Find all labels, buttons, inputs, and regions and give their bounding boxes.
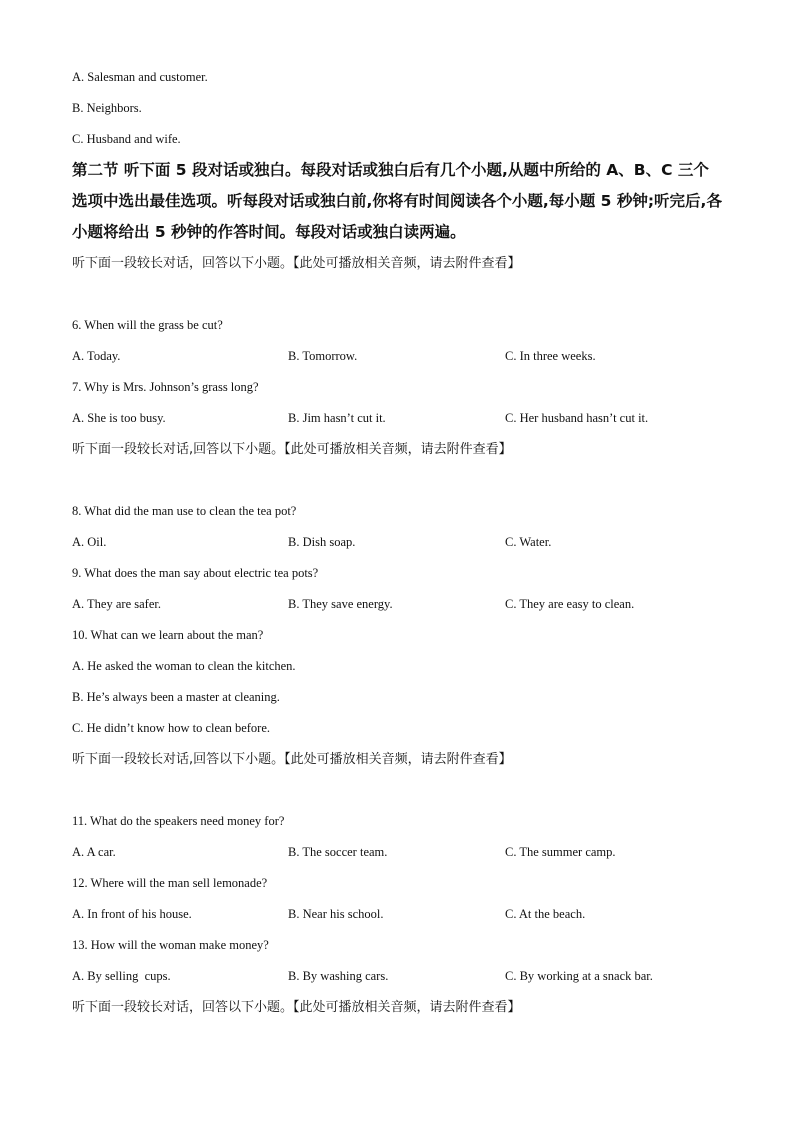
option-c: C. Water. (505, 535, 552, 549)
option-a: A. She is too busy. (72, 411, 166, 425)
option-c: C. The summer camp. (505, 845, 616, 859)
exam-page (72, 62, 732, 1023)
option-a: A. A car. (72, 845, 116, 859)
listening-instruction: 听下面一段较长对话，回答以下小题。【此处可播放相关音频，请去附件查看】 (72, 256, 521, 271)
option-b: B. Tomorrow. (288, 349, 358, 363)
option-b: B. He’s always been a master at cleaning. (72, 690, 280, 704)
option-c: C. He didn’t know how to clean before. (72, 721, 270, 735)
option-b: B. Dish soap. (288, 535, 356, 549)
option-b: B. By washing cars. (288, 969, 389, 983)
option-b: B. Jim hasn’t cut it. (288, 411, 386, 425)
listening-instruction: 听下面一段较长对话,回答以下小题。【此处可播放相关音频，请去附件查看】 (72, 442, 512, 457)
option-b: B. The soccer team. (288, 845, 388, 859)
question: 8. What did the man use to clean the tea pot? (72, 504, 297, 518)
option-a: A. Today. (72, 349, 121, 363)
options-row (72, 403, 732, 434)
option-c: C. Husband and wife. (72, 132, 181, 146)
option-c: C. They are easy to clean. (505, 597, 635, 611)
question: 9. What does the man say about electric tea pots? (72, 566, 319, 580)
question: 6. When will the grass be cut? (72, 318, 223, 332)
option-a: A. By selling cups. (72, 969, 171, 983)
option-a: A. In front of his house. (72, 907, 192, 921)
option-b: B. Neighbors. (72, 101, 142, 115)
section-heading: 第二节 听下面 5 段对话或独白。每段对话或独白后有几个小题,从题中所给的 A、B、C 三个选项中选出最佳选项。听每段对话或独白前,你将有时间阅读各个小题,每小题 5 秒钟;听完后,各小题将给出 5 秒钟的作答时间。每段对话或独白读两遍。 (72, 161, 722, 241)
options-row (72, 341, 732, 372)
listening-instruction: 听下面一段较长对话，回答以下小题。【此处可播放相关音频，请去附件查看】 (72, 1000, 521, 1015)
option-a: A. He asked the woman to clean the kitchen. (72, 659, 296, 673)
spacer (72, 279, 732, 310)
option-c: C. By working at a snack bar. (505, 969, 653, 983)
question: 10. What can we learn about the man? (72, 628, 264, 642)
options-row (72, 589, 732, 620)
option-c: C. In three weeks. (505, 349, 596, 363)
spacer (72, 465, 732, 496)
question: 12. Where will the man sell lemonade? (72, 876, 268, 890)
option-a: A. They are safer. (72, 597, 161, 611)
listening-instruction: 听下面一段较长对话,回答以下小题。【此处可播放相关音频，请去附件查看】 (72, 752, 512, 767)
options-row (72, 527, 732, 558)
option-c: C. Her husband hasn’t cut it. (505, 411, 649, 425)
options-row (72, 961, 732, 992)
option-a: A. Oil. (72, 535, 107, 549)
option-c: C. At the beach. (505, 907, 586, 921)
question: 7. Why is Mrs. Johnson’s grass long? (72, 380, 259, 394)
option-a: A. Salesman and customer. (72, 70, 208, 84)
spacer (72, 775, 732, 806)
options-row (72, 837, 732, 868)
question: 11. What do the speakers need money for? (72, 814, 285, 828)
options-row (72, 899, 732, 930)
option-b: B. Near his school. (288, 907, 384, 921)
option-b: B. They save energy. (288, 597, 393, 611)
question: 13. How will the woman make money? (72, 938, 269, 952)
